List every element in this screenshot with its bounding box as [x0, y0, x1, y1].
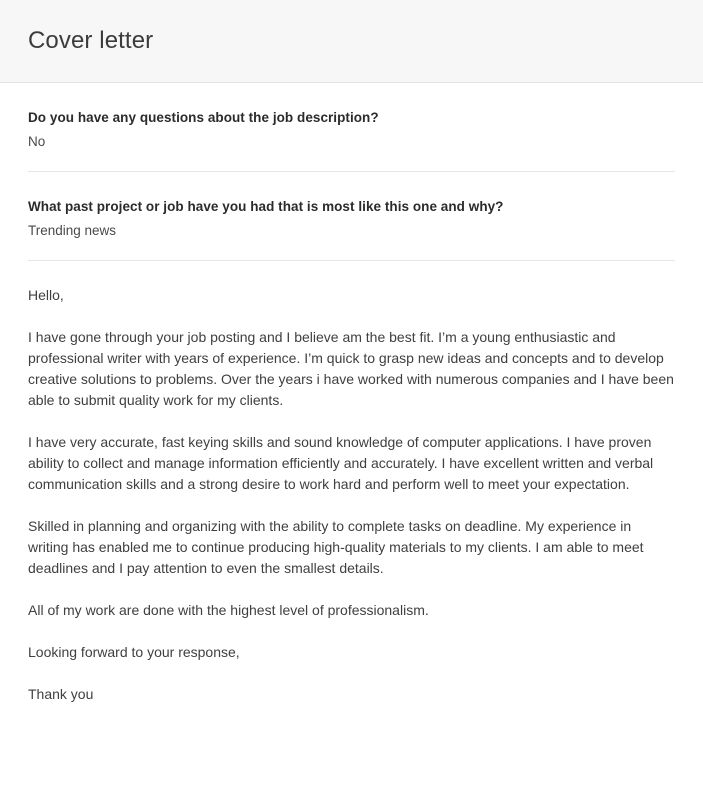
page-title: Cover letter	[28, 26, 154, 54]
letter-paragraph: All of my work are done with the highest level of professionalism.	[28, 602, 429, 619]
answer-text: No	[28, 133, 46, 149]
screening-questions-list	[28, 83, 675, 261]
screening-question-item	[28, 172, 675, 261]
page-header	[0, 0, 703, 83]
letter-paragraph: Skilled in planning and organizing with the ability to complete tasks on deadline. My experience in writing has enabled me to continue producing high-quality materials to my clients. I am able to meet deadlines and I pay attention to even the smallest details.	[28, 518, 644, 577]
cover-letter-body	[28, 261, 675, 725]
letter-paragraph: I have very accurate, fast keying skills and sound knowledge of computer applications. I have proven ability to collect and manage information efficiently and accurately. I have excellent written and verbal communication skills and a strong desire to work hard and perform well to meet your expectation.	[28, 434, 654, 493]
question-text: What past project or job have you had that is most like this one and why?	[28, 199, 504, 215]
letter-paragraph: Hello,	[28, 287, 64, 304]
letter-paragraph: Looking forward to your response,	[28, 644, 240, 661]
question-text: Do you have any questions about the job description?	[28, 110, 379, 125]
letter-paragraph: I have gone through your job posting and I believe am the best fit. I’m a young enthusiastic and professional writer with years of experience. I’m quick to grasp new ideas and concepts and to develop creative solutions to problems. Over the years i have worked with numerous companies and I have been able to submit quality work for my clients.	[28, 329, 674, 409]
page-content	[0, 83, 703, 794]
screening-question-item	[28, 83, 675, 172]
answer-text: Trending news	[28, 222, 117, 238]
letter-paragraph: Thank you	[28, 686, 94, 703]
